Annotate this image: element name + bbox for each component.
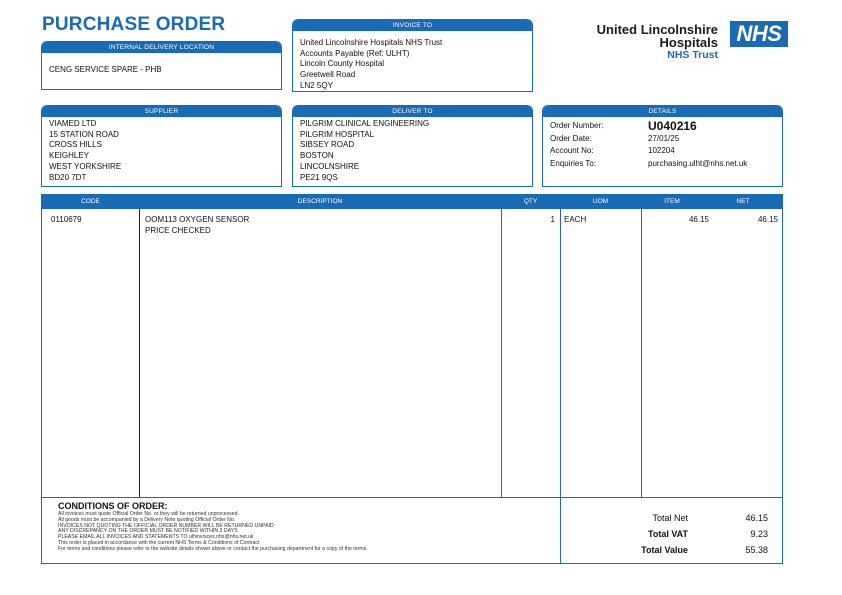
- col-header-qty: QTY: [523, 198, 538, 205]
- col-header-net: NET: [736, 198, 750, 205]
- account-no-label: Account No:: [550, 146, 594, 155]
- supplier-line: VIAMED LTD: [49, 119, 97, 128]
- col-header-uom: UOM: [592, 198, 609, 205]
- condition-line: For terms and conditions please refer to the website details shown above or contact the purchasing department for a copy of the terms.: [58, 545, 368, 552]
- supplier-line: 15 STATION ROAD: [49, 129, 119, 139]
- total-net-value: 46.15: [745, 513, 768, 523]
- details-box: [542, 105, 783, 187]
- row-description: OOM113 OXYGEN SENSOR: [145, 215, 250, 224]
- condition-line: All goods must be accompanied by a Delivery Note quoting Official Order No.: [58, 516, 236, 523]
- enquiries-label: Enquiries To:: [550, 158, 597, 168]
- supplier-line: CROSS HILLS: [49, 140, 102, 150]
- conditions-text: [58, 512, 368, 553]
- deliver-to-line: PE21 9QS: [300, 172, 338, 182]
- account-no-row: [550, 145, 775, 158]
- row-uom: EACH: [564, 215, 587, 224]
- column-divider: [560, 209, 561, 497]
- row-item-price: 46.15: [688, 215, 709, 224]
- trust-logo-text: [597, 24, 718, 62]
- order-number-label: Order Number:: [550, 121, 604, 130]
- supplier-line: WEST YORKSHIRE: [49, 161, 122, 171]
- col-header-description: DESCRIPTION: [297, 198, 343, 205]
- total-vat-row: [548, 526, 768, 542]
- details-header: DETAILS: [543, 106, 782, 117]
- invoice-to-line: Lincoln County Hospital: [300, 59, 385, 69]
- deliver-to-line: PILGRIM CLINICAL ENGINEERING: [300, 119, 430, 128]
- logo-line-3: NHS Trust: [667, 49, 718, 61]
- deliver-to-body: [293, 117, 532, 185]
- logo-line-1: United Lincolnshire: [596, 22, 718, 37]
- row-qty: 1: [550, 215, 555, 224]
- deliver-to-line: PILGRIM HOSPITAL: [300, 129, 375, 139]
- logo-line-2: Hospitals: [659, 34, 718, 50]
- row-description-note: PRICE CHECKED: [145, 226, 211, 235]
- internal-delivery-body: [42, 53, 281, 78]
- deliver-to-line: BOSTON: [300, 151, 334, 161]
- row-code: 0110679: [51, 215, 82, 224]
- invoice-to-line: Accounts Payable (Ref: ULHT): [300, 48, 410, 58]
- invoice-to-body: [293, 31, 532, 94]
- invoice-to-box: [292, 19, 533, 92]
- enquiries-row: [550, 158, 775, 171]
- conditions-title: CONDITIONS OF ORDER:: [58, 501, 168, 511]
- total-vat-value: 9.23: [750, 529, 768, 539]
- condition-line: INVOICES NOT QUOTING THE OFFICIAL ORDER NUMBER WILL BE RETURNED UNPAID: [58, 522, 274, 529]
- deliver-to-header: DELIVER TO: [293, 106, 532, 117]
- internal-delivery-header: INTERNAL DELIVERY LOCATION: [42, 42, 281, 53]
- total-value-value: 55.38: [745, 545, 768, 555]
- order-number-value: U040216: [648, 119, 697, 133]
- row-net: 46.15: [757, 215, 778, 224]
- supplier-line: KEIGHLEY: [49, 151, 90, 161]
- supplier-body: [42, 117, 281, 185]
- condition-line: ANY DISCREPANCY ON THE ORDER MUST BE NOTIFIED WITHIN 3 DAYS: [58, 528, 238, 535]
- column-divider: [501, 209, 502, 497]
- column-divider: [641, 209, 642, 497]
- internal-delivery-line: CENG SERVICE SPARE - PHB: [49, 65, 162, 74]
- order-date-label: Order Date:: [550, 133, 592, 143]
- col-header-item: ITEM: [664, 198, 680, 205]
- page-title: PURCHASE ORDER: [42, 14, 226, 35]
- total-value-label: Total Value: [641, 545, 688, 555]
- total-net-row: [548, 510, 768, 526]
- order-date-value: 27/01/25: [648, 133, 680, 143]
- condition-line: PLEASE EMAIL ALL INVOICES AND STATEMENTS TO ulhinvoices.nhs@nhs.net.uk: [58, 534, 254, 541]
- table-footer: [42, 497, 782, 563]
- table-header-row: [42, 195, 782, 209]
- supplier-header: SUPPLIER: [42, 106, 281, 117]
- order-date-row: [550, 133, 775, 146]
- invoice-to-line: United Lincolnshire Hospitals NHS Trust: [300, 38, 443, 47]
- totals-block: [548, 510, 768, 558]
- condition-line: This order is placed in accordance with the current NHS Terms & Conditions of Contract: [58, 539, 260, 546]
- total-value-row: [548, 542, 768, 558]
- condition-line: All invoices must quote Official Order No. or they will be returned unprocessed.: [58, 511, 239, 517]
- order-number-row: [550, 120, 775, 133]
- invoice-to-line: LN2 5QY: [300, 80, 333, 90]
- deliver-to-line: LINCOLNSHIRE: [300, 161, 360, 171]
- supplier-line: BD20 7DT: [49, 172, 87, 182]
- column-divider: [139, 209, 140, 497]
- col-header-code: CODE: [81, 198, 100, 205]
- invoice-to-line: Greetwell Road: [300, 70, 356, 80]
- internal-delivery-box: [41, 41, 282, 90]
- total-vat-label: Total VAT: [648, 529, 688, 539]
- account-no-value: 102204: [648, 146, 675, 155]
- details-body: [543, 117, 782, 172]
- nhs-logo-badge: NHS: [730, 21, 788, 47]
- invoice-to-header: INVOICE TO: [293, 20, 532, 31]
- order-items-table: [41, 194, 783, 564]
- enquiries-value: purchasing.ulht@nhs.net.uk: [648, 158, 748, 168]
- deliver-to-line: SIBSEY ROAD: [300, 140, 355, 150]
- deliver-to-box: [292, 105, 533, 187]
- supplier-box: [41, 105, 282, 187]
- total-net-label: Total Net: [652, 513, 688, 523]
